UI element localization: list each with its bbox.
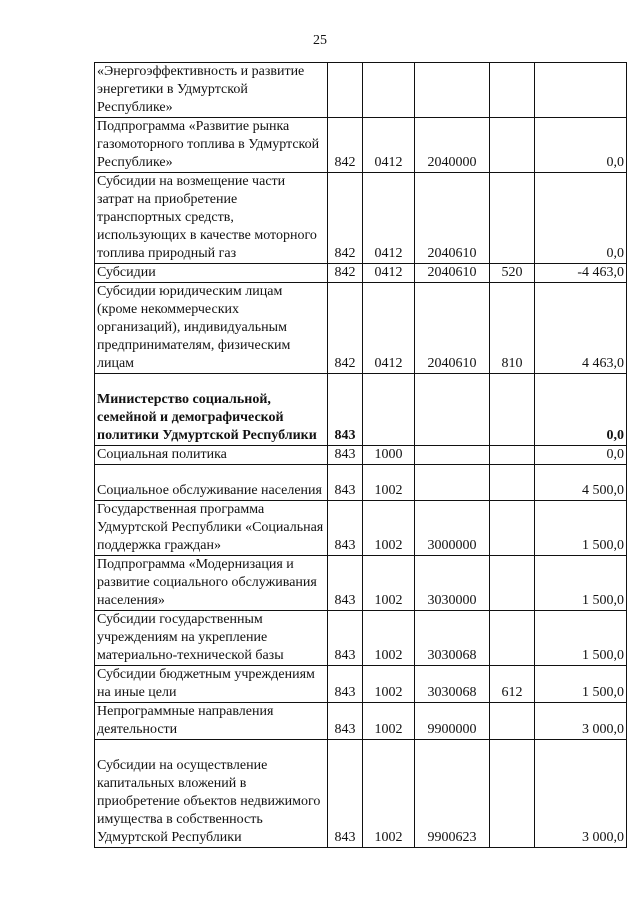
expense-type-cell: [490, 556, 535, 611]
target-article-cell: 3030068: [415, 666, 490, 703]
item-name-cell: Субсидии: [95, 264, 328, 283]
department-code-cell: 842: [328, 264, 363, 283]
target-article-cell: 2040610: [415, 283, 490, 374]
expense-type-cell: [490, 118, 535, 173]
expense-type-cell: [490, 611, 535, 666]
department-code-cell: 843: [328, 556, 363, 611]
item-name-cell: Непрограммные направления деятельности: [95, 703, 328, 740]
table-row: [95, 63, 627, 118]
department-code-cell: 843: [328, 465, 363, 501]
amount-cell: 3 000,0: [535, 740, 627, 848]
section-code-cell: 0412: [363, 283, 415, 374]
target-article-cell: 3030068: [415, 611, 490, 666]
table-row: [95, 501, 627, 556]
expense-type-cell: [490, 465, 535, 501]
expense-type-cell: [490, 173, 535, 264]
expense-type-cell: [490, 740, 535, 848]
budget-table-body: [95, 63, 627, 848]
amount-cell: [535, 63, 627, 118]
target-article-cell: 3030000: [415, 556, 490, 611]
amount-cell: 1 500,0: [535, 666, 627, 703]
department-code-cell: 843: [328, 703, 363, 740]
target-article-cell: [415, 63, 490, 118]
target-article-cell: 2040610: [415, 264, 490, 283]
section-code-cell: 0412: [363, 118, 415, 173]
section-code-cell: 0412: [363, 173, 415, 264]
table-row: [95, 173, 627, 264]
department-code-cell: 843: [328, 501, 363, 556]
table-row: [95, 374, 627, 446]
target-article-cell: [415, 465, 490, 501]
item-name-cell: Социальная политика: [95, 446, 328, 465]
target-article-cell: 3000000: [415, 501, 490, 556]
table-row: [95, 283, 627, 374]
department-code-cell: 842: [328, 283, 363, 374]
department-code-cell: 842: [328, 118, 363, 173]
section-code-cell: 1002: [363, 465, 415, 501]
item-name-cell: Министерство социальной, семейной и демографической политики Удмуртской Республики: [95, 374, 328, 446]
table-row: [95, 118, 627, 173]
item-name-cell: Подпрограмма «Развитие рынка газомоторного топлива в Удмуртской Республике»: [95, 118, 328, 173]
section-code-cell: 1002: [363, 556, 415, 611]
section-code-cell: 0412: [363, 264, 415, 283]
expense-type-cell: [490, 374, 535, 446]
expense-type-cell: [490, 703, 535, 740]
amount-cell: 1 500,0: [535, 501, 627, 556]
amount-cell: 4 463,0: [535, 283, 627, 374]
target-article-cell: 9900000: [415, 703, 490, 740]
department-code-cell: 843: [328, 374, 363, 446]
expense-type-cell: [490, 63, 535, 118]
amount-cell: 3 000,0: [535, 703, 627, 740]
target-article-cell: [415, 374, 490, 446]
table-row: [95, 740, 627, 848]
expense-type-cell: 810: [490, 283, 535, 374]
department-code-cell: 843: [328, 446, 363, 465]
department-code-cell: 843: [328, 611, 363, 666]
table-row: [95, 611, 627, 666]
amount-cell: 0,0: [535, 446, 627, 465]
item-name-cell: Субсидии государственным учреждениям на укрепление материально-технической базы: [95, 611, 328, 666]
target-article-cell: [415, 446, 490, 465]
item-name-cell: Субсидии на осуществление капитальных вложений в приобретение объектов недвижимого имущества в собственность Удмуртской Республики: [95, 740, 328, 848]
table-row: [95, 264, 627, 283]
table-row: [95, 465, 627, 501]
expense-type-cell: 612: [490, 666, 535, 703]
section-code-cell: 1002: [363, 740, 415, 848]
section-code-cell: 1002: [363, 501, 415, 556]
amount-cell: 0,0: [535, 173, 627, 264]
item-name-cell: Подпрограмма «Модернизация и развитие социального обслуживания населения»: [95, 556, 328, 611]
item-name-cell: Субсидии бюджетным учреждениям на иные цели: [95, 666, 328, 703]
amount-cell: -4 463,0: [535, 264, 627, 283]
item-name-cell: Субсидии на возмещение части затрат на приобретение транспортных средств, использующих в качестве моторного топлива природный газ: [95, 173, 328, 264]
department-code-cell: 843: [328, 666, 363, 703]
item-name-cell: Субсидии юридическим лицам (кроме некоммерческих организаций), индивидуальным предпринимателям, физическим лицам: [95, 283, 328, 374]
amount-cell: 4 500,0: [535, 465, 627, 501]
section-code-cell: 1002: [363, 611, 415, 666]
section-code-cell: 1002: [363, 703, 415, 740]
page-number: 25: [313, 33, 327, 48]
item-name-cell: Государственная программа Удмуртской Республики «Социальная поддержка граждан»: [95, 501, 328, 556]
table-row: [95, 666, 627, 703]
target-article-cell: 9900623: [415, 740, 490, 848]
table-row: [95, 446, 627, 465]
item-name-cell: Социальное обслуживание населения: [95, 465, 328, 501]
section-code-cell: 1002: [363, 666, 415, 703]
section-code-cell: 1000: [363, 446, 415, 465]
item-name-cell: «Энергоэффективность и развитие энергетики в Удмуртской Республике»: [95, 63, 328, 118]
amount-cell: 0,0: [535, 118, 627, 173]
department-code-cell: 843: [328, 740, 363, 848]
department-code-cell: [328, 63, 363, 118]
section-code-cell: [363, 63, 415, 118]
amount-cell: 0,0: [535, 374, 627, 446]
amount-cell: 1 500,0: [535, 611, 627, 666]
target-article-cell: 2040610: [415, 173, 490, 264]
section-code-cell: [363, 374, 415, 446]
expense-type-cell: [490, 446, 535, 465]
expense-type-cell: [490, 501, 535, 556]
table-row: [95, 703, 627, 740]
amount-cell: 1 500,0: [535, 556, 627, 611]
expense-type-cell: 520: [490, 264, 535, 283]
table-row: [95, 556, 627, 611]
budget-table: [94, 62, 627, 848]
target-article-cell: 2040000: [415, 118, 490, 173]
department-code-cell: 842: [328, 173, 363, 264]
